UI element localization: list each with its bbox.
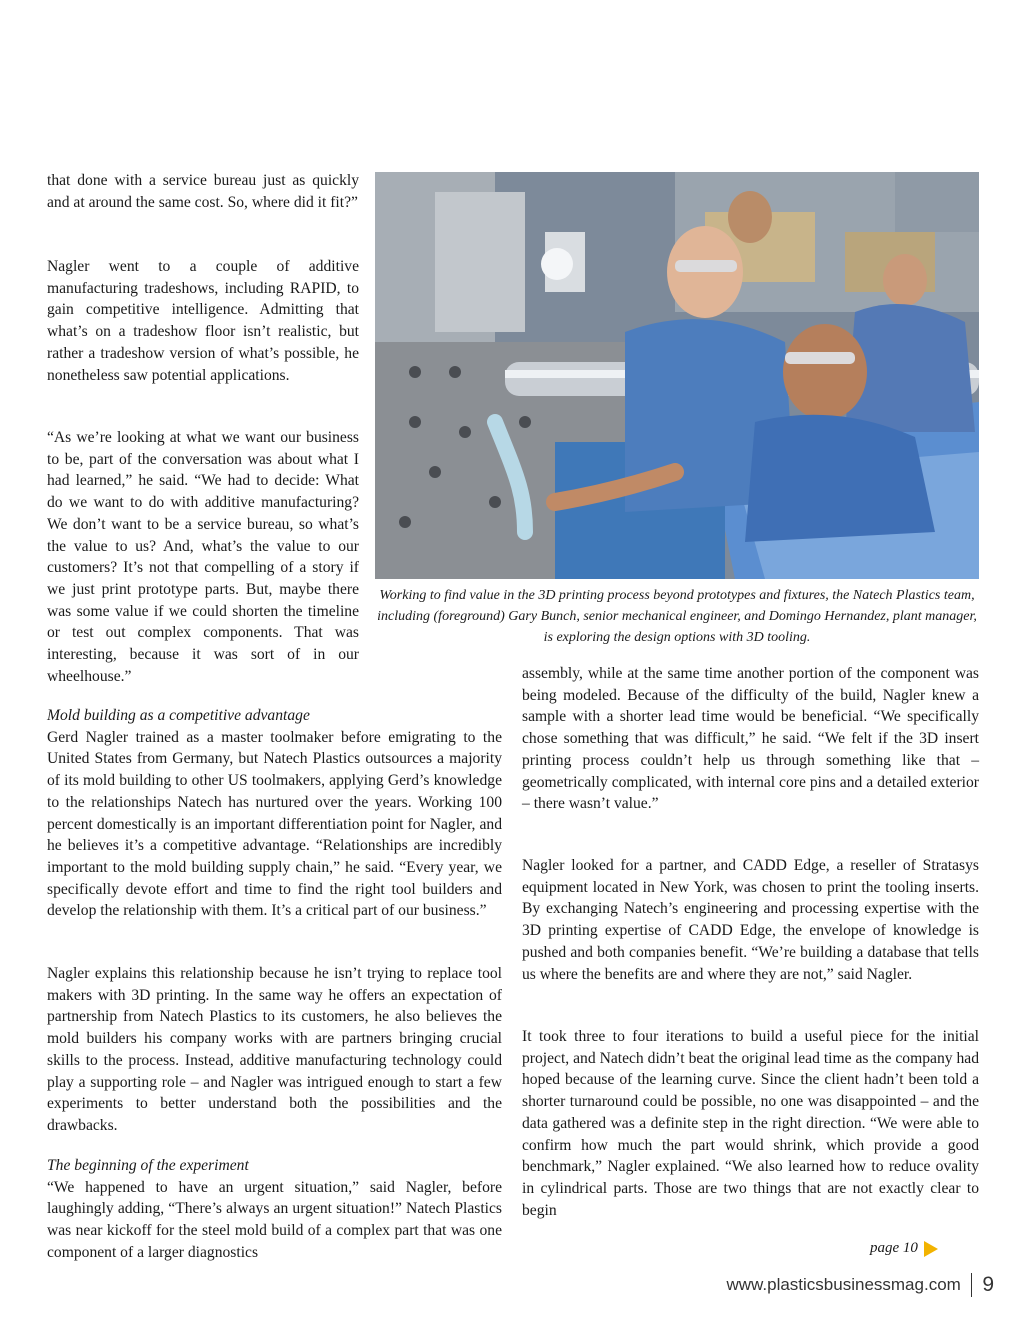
article-photo <box>375 172 979 579</box>
body-paragraph: “We happened to have an urgent situation,” said Nagler, before laughingly adding, “There’s always an urgent situation!” Natech Plastics was near kickoff for the steel mold build of a complex part that was one component of a larger diagnostics <box>47 1178 502 1261</box>
page-footer <box>727 1273 995 1297</box>
body-paragraph: Nagler went to a couple of additive manufacturing tradeshows, including RAPID, to gain competitive intelligence. Admitting that what’s on a tradeshow floor isn’t realistic, but rather a tradeshow version of what’s possible, he nonetheless saw potential applications. <box>47 258 359 384</box>
continued-label: page 10 <box>870 1240 918 1256</box>
photo-caption: Working to find value in the 3D printing process beyond prototypes and fixtures, the Natech Plastics team, including (foreground) Gary Bunch, senior mechanical engineer, and Domingo Hernandez, plant manager, is exploring the design options with 3D tooling. <box>377 588 977 645</box>
body-paragraph: It took three to four iterations to build a useful piece for the initial project, and Natech didn’t beat the original lead time as the company had hoped because of the learning curve. Since the client hadn’t been told a shorter turnaround could be possible, no one was disappointed – and the data gathered was a definite step in the right direction. “We were able to confirm how much the part would shrink, which provide a good benchmark,” Nagler explained. “We also learned how to reduce ovality in cylindrical parts. Those are two things that are not exactly clear to begin <box>522 1028 979 1219</box>
body-paragraph: Nagler explains this relationship because he isn’t trying to replace tool makers with 3D printing. In the same way he offers an expectation of partnership from Natech Plastics to its customers, he also believes the mold builders his company works with are partners bringing crucial skills to the process. Instead, additive manufacturing technology could play a supporting role – and Nagler was intrigued enough to start a few experiments to better understand both the possibilities and the drawbacks. <box>47 965 502 1134</box>
website-url[interactable]: www.plasticsbusinessmag.com <box>726 1275 961 1294</box>
body-paragraph: “As we’re looking at what we want our business to be, part of the conversation was about what I had learned,” he said. “We had to decide: What do we want to do with additive manufacturing? We don’t want to be a service bureau, so what’s the value to us? And, what’s the value to our customers? It’s not that compelling of a story if we just print prototype parts. But, maybe there was some value if we could shorten the timeline or test out complex components. That was interesting, because it was sort of in our wheelhouse.” <box>47 429 359 685</box>
body-paragraph: Nagler looked for a partner, and CADD Edge, a reseller of Stratasys equipment located in New York, was chosen to print the tooling inserts. By exchanging Natech’s engineering and processing expertise with the 3D printing expertise of CADD Edge, the envelope of knowledge is pushed and both companies benefit. “We’re building a database that tells us where the benefits are and where they are not,” said Nagler. <box>522 857 979 983</box>
section-experiment <box>47 1155 502 1264</box>
section-mold-building <box>47 705 502 922</box>
page-number: 9 <box>982 1273 994 1296</box>
arrow-right-icon <box>924 1241 938 1257</box>
section-heading: Mold building as a competitive advantage <box>47 707 310 724</box>
body-paragraph: Gerd Nagler trained as a master toolmaker before emigrating to the United States from Germany, but Natech Plastics outsources a majority of its mold building to other US toolmakers, applying Gerd’s knowledge to the relationships Natech has nurtured over the years. Working 100 percent domestically is an important differentiation point for Nagler, and he believes it’s a competitive advantage. “Relationships are incredibly important to the mold building supply chain,” he said. “Every year, we specifically devote effort and time to find the right tool builders and develop the relationship with them. It’s a critical part of our business.” <box>47 728 502 920</box>
section-heading: The beginning of the experiment <box>47 1157 249 1174</box>
body-paragraph: that done with a service bureau just as quickly and at around the same cost. So, where did it fit?” <box>47 172 359 211</box>
continued-on-link[interactable] <box>870 1240 938 1257</box>
body-paragraph: assembly, while at the same time another portion of the component was being modeled. Because of the difficulty of the build, Nagler knew a sample with a shorter lead time would be beneficial. “We specifically chose something that was difficult,” he said. “We felt if the 3D insert printing process couldn’t help us through something like that – geometrically complicated, with internal core pins and a detailed exterior – there wasn’t value.” <box>522 665 979 813</box>
divider <box>971 1273 973 1297</box>
